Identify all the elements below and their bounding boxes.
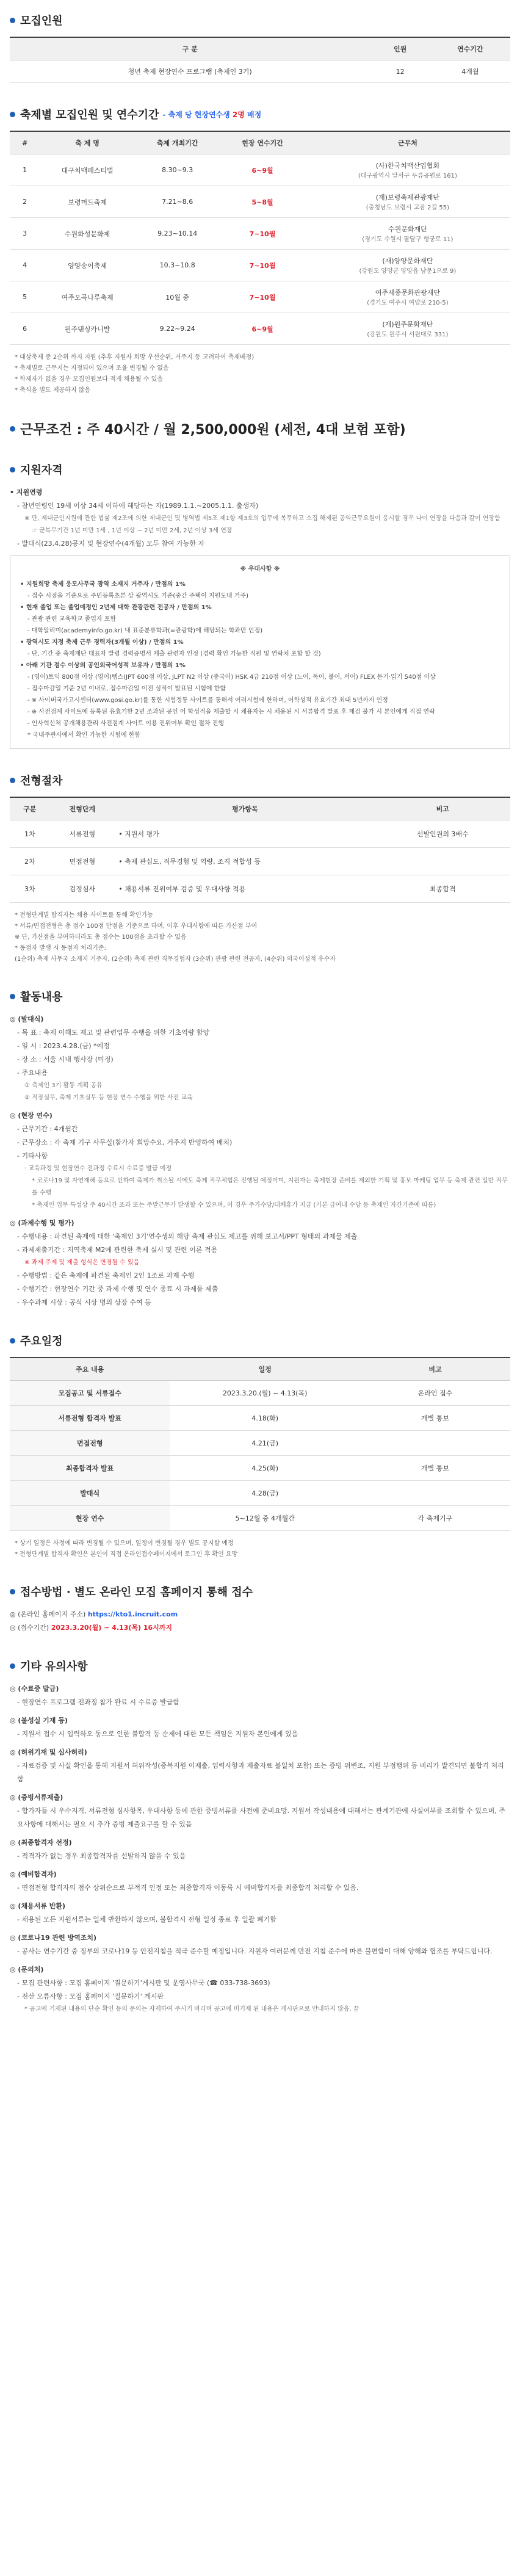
conditions-title bbox=[10, 419, 510, 438]
festival-org-address: (강원도 원주시 서원대로 331) bbox=[367, 331, 449, 338]
list-item: • 지원연령 bbox=[10, 488, 43, 496]
preference-item: - 인사혁신처 공개채용관리 사전점계 사이트 이용 진위여부 확인 절차 진행 bbox=[27, 720, 225, 727]
list-item: ◎ (최종합격자 선정) bbox=[10, 1839, 72, 1847]
activity-section bbox=[10, 988, 510, 1309]
bullet-icon bbox=[10, 426, 15, 432]
festival-section bbox=[10, 106, 510, 396]
list-item: ◎ (예비합격자) bbox=[10, 1870, 57, 1878]
table-row bbox=[10, 218, 510, 250]
note-item: * 서류/면접전형은 총 점수 100점 만점을 기준으로 하며, 이후 우대사항에 따른 가산점 부여 bbox=[15, 923, 258, 930]
list-item: - 자료검증 및 사실 확인을 통해 지원서 허위작성(중복지원 이제출, 입력사항과 제출자료 불일치 포함) 또는 증빙 위변조, 지원 부정행위 등 비리가 발견되면 불합격 처리함 bbox=[17, 1762, 504, 1783]
festival-no: 4 bbox=[10, 250, 40, 281]
festival-org-name: 수원문화재단 bbox=[388, 225, 427, 233]
list-item: - 우수과제 시상 : 공식 시상 명의 상장 수여 등 bbox=[17, 1298, 151, 1306]
bullet-icon bbox=[10, 18, 15, 23]
process-header-eval: 평가항목 bbox=[115, 797, 375, 820]
preference-item: - (영어)토익 800점 이상 (영어)텝스(JPT 600점 이상, JLPT N2 이상 (중국어) HSK 4급 210점 이상 (노어, 독어, 불어, 서어) FLEX 듣기·읽기 540점 이상 bbox=[27, 674, 436, 681]
list-item: - 주요내용 bbox=[17, 1069, 48, 1077]
festival-org bbox=[305, 250, 510, 281]
note-item: ※ 단, 가산점을 부여하더라도 총 점수는 100점을 초과할 수 없음 bbox=[15, 934, 187, 941]
festival-sub-highlight: 2명 bbox=[232, 110, 245, 119]
festival-no: 5 bbox=[10, 281, 40, 313]
table-row bbox=[10, 848, 510, 875]
qualification-title-text: 지원자격 bbox=[20, 464, 63, 477]
activity-title bbox=[10, 988, 510, 1004]
note-item: * 동점자 발생 시 동점자 처리기준: bbox=[15, 945, 106, 952]
schedule-item: 서류전형 합격자 발표 bbox=[10, 1406, 170, 1431]
schedule-note: 개별 통보 bbox=[360, 1406, 510, 1431]
list-item: * 공고에 기재된 내용의 단순 확인 등의 문의는 자제하여 주시기 바라며 공고에 미기재 된 내용은 게시판으로 안내하지 않음. 끝 bbox=[24, 2006, 359, 2013]
schedule-note bbox=[360, 1481, 510, 1506]
list-item: - 수행기간 : 현장연수 기간 중 과제 수행 및 연수 종료 시 과제물 제출 bbox=[17, 1285, 218, 1293]
festival-name: 원주댄싱카니발 bbox=[40, 313, 135, 345]
preference-list bbox=[20, 579, 500, 741]
table-row bbox=[10, 154, 510, 186]
apply-title-text: 접수방법 · 별도 온라인 모집 홈페이지 통해 접수 bbox=[20, 1586, 253, 1599]
process-title bbox=[10, 772, 510, 788]
schedule-section bbox=[10, 1333, 510, 1560]
bullet-icon bbox=[10, 1663, 15, 1669]
apply-section bbox=[10, 1583, 510, 1635]
recruit-title bbox=[10, 12, 510, 28]
festival-title-text: 축제별 모집인원 및 연수기간 bbox=[20, 109, 159, 121]
schedule-note: 온라인 접수 bbox=[360, 1381, 510, 1406]
festival-dates: 8.30~9.3 bbox=[135, 154, 220, 186]
schedule-header-item: 주요 내용 bbox=[10, 1358, 170, 1381]
bullet-icon bbox=[10, 112, 15, 117]
process-name: 서류전형 bbox=[50, 820, 115, 848]
festival-org-address: (경기도 수원시 팔달구 행궁로 11) bbox=[362, 236, 453, 243]
list-item: - 수행방법 : 같은 축제에 파견된 축제인 2인 1조로 과제 수행 bbox=[17, 1272, 195, 1279]
recruit-header-period: 연수기간 bbox=[430, 37, 510, 60]
process-note: 선발인원의 3배수 bbox=[375, 820, 510, 848]
festival-header-name: 축 제 명 bbox=[40, 131, 135, 154]
process-header-note: 비고 bbox=[375, 797, 510, 820]
schedule-note: 각 축제기구 bbox=[360, 1506, 510, 1531]
process-header-name: 전형단계 bbox=[50, 797, 115, 820]
festival-period: 5~8월 bbox=[220, 186, 305, 218]
preference-item: • 지원희망 축제 응모사무국 광역 소재지 거주자 / 만점의 1% bbox=[20, 581, 186, 588]
preference-item: • 현재 졸업 또는 졸업예정인 2년제 대학 관광관련 전공자 / 만점의 1% bbox=[20, 604, 212, 611]
bullet-icon bbox=[10, 1589, 15, 1594]
process-name: 면접전형 bbox=[50, 848, 115, 875]
festival-org bbox=[305, 154, 510, 186]
note-item: * 학제자가 없을 경우 모집인원보다 적게 채용될 수 있음 bbox=[15, 376, 163, 383]
list-item: ◎ (불성실 기재 등) bbox=[10, 1717, 68, 1724]
festival-org bbox=[305, 186, 510, 218]
recruit-period: 4개월 bbox=[430, 60, 510, 83]
apply-url-label: ◎ (온라인 홈페이지 주소) bbox=[10, 1610, 88, 1618]
conditions-section bbox=[10, 419, 510, 438]
table-row bbox=[10, 1481, 510, 1506]
note-item: * 축식을 별도 제공하지 않음 bbox=[15, 387, 90, 394]
etc-title-text: 기타 유의사항 bbox=[20, 1660, 88, 1673]
process-step: 3차 bbox=[10, 875, 50, 903]
activity-list bbox=[10, 1013, 510, 1309]
schedule-header-note: 비고 bbox=[360, 1358, 510, 1381]
etc-title bbox=[10, 1658, 510, 1674]
list-item: - 합가자들 시 우수지격, 서류전형 심사항목, 우대사항 등에 관한 증빙서류를 사전에 준비요망. 지원서 작성내용에 대해서는 관계기관에 사실여부를 조회할 수 있으며, 주요사항에 대해서는 필요 시 추가 증빙 제출요구를 할 수 있음 bbox=[17, 1807, 505, 1828]
list-item: - 현장연수 프로그램 전과정 참가 완료 시 수료증 발급함 bbox=[17, 1698, 179, 1706]
schedule-date: 4.21(금) bbox=[170, 1431, 360, 1456]
table-row bbox=[10, 1506, 510, 1531]
bullet-icon bbox=[10, 778, 15, 783]
list-item: ☞ 군복무기간 1년 미만 1세 , 1년 이상 ~ 2년 미만 2세, 2년 이상 3세 연장 bbox=[32, 527, 233, 534]
list-item: ① 축제인 3기 활동 계획 공유 bbox=[24, 1082, 103, 1089]
schedule-item: 발대식 bbox=[10, 1481, 170, 1506]
process-title-text: 전형절차 bbox=[20, 775, 63, 787]
festival-org-address: (충청남도 보령시 고잠 2길 55) bbox=[366, 204, 449, 211]
recruit-header-type: 구 분 bbox=[10, 37, 370, 60]
preference-title: ※ 우대사항 ※ bbox=[240, 566, 280, 573]
festival-name: 보령머드축제 bbox=[40, 186, 135, 218]
recruit-section bbox=[10, 12, 510, 83]
recruit-header-count: 인원 bbox=[370, 37, 430, 60]
list-item: - 지원서 접수 시 입력하오 동으로 인한 불합격 등 순제에 대한 모든 책임은 지원자 본인에게 있음 bbox=[17, 1730, 298, 1738]
list-item: ◎ (수료증 발급) bbox=[10, 1685, 59, 1693]
festival-org-name: 여주세종문화관광재단 bbox=[375, 289, 441, 297]
list-item: - 일 시 : 2023.4.28.(금) *예정 bbox=[17, 1042, 110, 1050]
list-item: - 전산 오류사항 : 모집 홈페이지 '질문하기' 게시판 bbox=[17, 1992, 164, 2000]
schedule-notes bbox=[10, 1538, 510, 1560]
festival-org-address: (경기도 여주시 여양로 210-5) bbox=[367, 300, 449, 306]
table-row bbox=[10, 60, 510, 83]
schedule-item: 최종합격자 발표 bbox=[10, 1456, 170, 1481]
apply-period-label: ◎ (접수기간) bbox=[10, 1624, 51, 1632]
schedule-date: 4.28(금) bbox=[170, 1481, 360, 1506]
schedule-title-text: 주요일정 bbox=[20, 1335, 63, 1348]
festival-name: 양양송이축제 bbox=[40, 250, 135, 281]
apply-url-link[interactable]: https://kto1.incruit.com bbox=[87, 1610, 178, 1618]
schedule-note bbox=[360, 1431, 510, 1456]
list-item: ◎ (채용서류 반환) bbox=[10, 1902, 66, 1910]
table-row bbox=[10, 1431, 510, 1456]
note-item: * 축제별로 근무지는 지정되어 있으며 조율 변경될 수 없음 bbox=[15, 365, 169, 372]
schedule-header-date: 일정 bbox=[170, 1358, 360, 1381]
recruit-count: 12 bbox=[370, 60, 430, 83]
process-table bbox=[10, 797, 510, 903]
list-item: - 발대식(23.4.28)공지 및 현장연수(4개월) 모두 참여 가능한 자 bbox=[17, 540, 205, 548]
conditions-text: 근무조건 : 주 40시간 / 월 2,500,000원 (세전, 4대 보험 포함) bbox=[20, 422, 406, 438]
festival-name: 여주오곡나루축제 bbox=[40, 281, 135, 313]
list-item: - 근무장소 : 각 축제 기구 사무실(참가자 희망수요, 거주지 반영하여 배치) bbox=[17, 1138, 233, 1146]
festival-name: 대구치맥페스티벌 bbox=[40, 154, 135, 186]
schedule-title bbox=[10, 1333, 510, 1348]
schedule-item: 현장 연수 bbox=[10, 1506, 170, 1531]
qualification-section bbox=[10, 461, 510, 749]
preference-item: • 아래 기관 점수 이상의 공인외국어성적 보유자 / 만점의 1% bbox=[20, 662, 186, 669]
list-item: ◎ (과제수행 및 평가) bbox=[10, 1219, 74, 1227]
list-item: - 기타사항 bbox=[17, 1152, 48, 1160]
note-item: * 전형단계별 합격자 확인은 본인이 직접 온라인접수페이지에서 로그인 후 확인 요망 bbox=[15, 1551, 238, 1558]
table-row bbox=[10, 1456, 510, 1481]
festival-sub-suffix: 배정 bbox=[244, 110, 262, 119]
process-note bbox=[375, 848, 510, 875]
festival-org bbox=[305, 218, 510, 250]
festival-dates: 7.21~8.6 bbox=[135, 186, 220, 218]
schedule-item: 모집공고 및 서류접수 bbox=[10, 1381, 170, 1406]
festival-org bbox=[305, 313, 510, 345]
list-item: - 적격자가 없는 경우 최종합격자를 선발하지 않을 수 있음 bbox=[17, 1852, 186, 1860]
apply-title bbox=[10, 1583, 510, 1599]
festival-header-org: 근무처 bbox=[305, 131, 510, 154]
list-item: - 채용된 모든 지원서류는 일체 반환하지 않으며, 불합격시 전형 일정 종료 후 일괄 폐기함 bbox=[17, 1916, 276, 1923]
festival-dates: 10월 중 bbox=[135, 281, 220, 313]
list-item: - 근무기간 : 4개월간 bbox=[17, 1125, 78, 1133]
list-item: ◎ (코로나19 관련 방역조치) bbox=[10, 1934, 97, 1942]
list-item: ◎ (현장 연수) bbox=[10, 1112, 52, 1120]
schedule-table bbox=[10, 1357, 510, 1531]
preference-item: - 관광 관련 교육학교 졸업자 포함 bbox=[27, 616, 117, 623]
apply-url-row bbox=[10, 1608, 510, 1621]
list-item: * 축제인 업무 특성상 주 40시간 조과 또는 주말근무가 발생할 수 있으며, 이 경우 주가수당/대체휴가 지급 (기본 급여내 수당 등 축제인 자간기준에 따름) bbox=[32, 1202, 436, 1209]
qualification-title bbox=[10, 461, 510, 477]
list-item: ◎ (증빙서류제출) bbox=[10, 1793, 63, 1801]
table-row bbox=[10, 1381, 510, 1406]
festival-subtitle bbox=[162, 109, 261, 120]
process-step: 2차 bbox=[10, 848, 50, 875]
table-row bbox=[10, 313, 510, 345]
etc-list bbox=[10, 1682, 510, 2016]
preference-item: • 광역시도 지정 축제 근무 경력자(3개월 이상) / 만점의 1% bbox=[20, 639, 184, 646]
schedule-date: 5~12월 중 4개월간 bbox=[170, 1506, 360, 1531]
festival-header-dates: 축제 개최기간 bbox=[135, 131, 220, 154]
activity-title-text: 활동내용 bbox=[20, 991, 63, 1004]
preference-box bbox=[10, 555, 510, 749]
festival-dates: 10.3~10.8 bbox=[135, 250, 220, 281]
qualification-list bbox=[10, 486, 510, 551]
festival-org-name: (재)보령축제관광재단 bbox=[375, 194, 439, 201]
table-row bbox=[10, 1406, 510, 1431]
process-step: 1차 bbox=[10, 820, 50, 848]
table-row bbox=[10, 250, 510, 281]
preference-item: - 접수마감일 기준 2년 이내로, 접수마감일 이전 성적이 발표된 시험에 한함 bbox=[27, 686, 226, 692]
festival-no: 1 bbox=[10, 154, 40, 186]
festival-title bbox=[10, 106, 510, 122]
apply-info bbox=[10, 1608, 510, 1635]
festival-period: 6~9월 bbox=[220, 154, 305, 186]
schedule-date: 2023.3.20.(월) ~ 4.13(목) bbox=[170, 1381, 360, 1406]
recruit-program-name: 청년 축제 현장연수 프로그램 (축제인 3기) bbox=[10, 60, 370, 83]
list-item: * 코로나19 및 자연재해 등으로 인하여 축제가 취소될 시에도 축제 직무체험은 진행될 예정이며, 지원자는 축제현장 준비를 제외한 기획 및 홍보 마케팅 업무 등 축제 관련 일반 직무를 수행 bbox=[32, 1178, 508, 1196]
festival-org-address: (강원도 양양군 양양읍 남문1으로 9) bbox=[359, 268, 457, 275]
festival-dates: 9.23~10.14 bbox=[135, 218, 220, 250]
process-header-step: 구분 bbox=[10, 797, 50, 820]
list-item: ※ 과제 주제 및 제출 형식은 변경될 수 있음 bbox=[24, 1259, 140, 1266]
table-row bbox=[10, 186, 510, 218]
table-row bbox=[10, 820, 510, 848]
table-row bbox=[10, 281, 510, 313]
festival-notes bbox=[10, 352, 510, 396]
list-item: - 목 표 : 축제 이해도 제고 및 관련업무 수행을 위한 기초역량 함양 bbox=[17, 1029, 210, 1037]
list-item: - 참년연령인 19세 이상 34세 이하에 해당하는 자(1989.1.1.~2005.1.1. 출생자) bbox=[17, 502, 259, 510]
list-item: ◎ (문의처) bbox=[10, 1966, 44, 1974]
festival-period: 7~10월 bbox=[220, 281, 305, 313]
festival-header-no: # bbox=[10, 131, 40, 154]
apply-period-row bbox=[10, 1621, 510, 1635]
festival-sub-prefix: - 축제 당 현장연수생 bbox=[162, 110, 233, 119]
apply-period-value: 2023.3.20(월) ~ 4.13(목) 16시까지 bbox=[51, 1624, 173, 1632]
preference-item: - 접수 시점을 기준으로 주민등록초본 상 광역시도 기준(중간 주택이 지원도내 거주) bbox=[27, 593, 248, 599]
festival-no: 2 bbox=[10, 186, 40, 218]
process-note: 최종합격 bbox=[375, 875, 510, 903]
note-item: * 대상축제 중 2순위 까지 지원 (추후 지원자 희망 우선순위, 거주지 등 고려하여 축제배정) bbox=[15, 354, 255, 361]
bullet-icon bbox=[10, 467, 15, 472]
process-eval: • 축제 관심도, 직무경험 및 역량, 조직 적합성 등 bbox=[115, 848, 375, 875]
festival-period: 7~10월 bbox=[220, 218, 305, 250]
process-notes bbox=[10, 910, 510, 965]
festival-org-address: (대구광역시 달서구 두류공원로 161) bbox=[358, 173, 457, 179]
festival-table bbox=[10, 131, 510, 345]
festival-org-name: (재)원주문화재단 bbox=[382, 320, 433, 328]
preference-item: - 단, 기간 중 축제재단 대표자 발령 경력증명서 제출 관련자 인정 (경력 확인 가능한 직원 및 연락처 포함 할 것) bbox=[27, 651, 321, 657]
list-item: ◎ (허위기재 및 심사허리) bbox=[10, 1748, 87, 1756]
bullet-icon bbox=[10, 1338, 15, 1344]
festival-no: 3 bbox=[10, 218, 40, 250]
process-eval: • 채용서류 진위여부 검증 및 우대사항 적용 bbox=[115, 875, 375, 903]
note-item: * 전형단계별 합격자는 채용 사이트를 통해 확인가능 bbox=[15, 912, 153, 919]
festival-header-period: 현장 연수기간 bbox=[220, 131, 305, 154]
festival-org-name: (사)한국치맥산업협회 bbox=[375, 162, 439, 170]
recruit-title-text: 모집인원 bbox=[20, 15, 63, 27]
note-item: * 상기 일정은 사정에 따라 변경될 수 있으며, 일정이 변경될 경우 별도 공지할 예정 bbox=[15, 1540, 234, 1547]
list-item: ※ 단, 제대군인지원에 관한 법률 제2조에 의한 제대군인 및 병역법 제5조 제1항 제3호의 업무에 복무하고 소집 해제된 공익근무요원이 응시할 경우 나이 연장을 다음과 같이 연장함 bbox=[24, 515, 500, 522]
schedule-date: 4.18(화) bbox=[170, 1406, 360, 1431]
etc-section bbox=[10, 1658, 510, 2016]
list-item: - 장 소 : 서울 시내 행사장 (미정) bbox=[17, 1055, 114, 1063]
bullet-icon bbox=[10, 994, 15, 999]
festival-period: 6~9월 bbox=[220, 313, 305, 345]
process-name: 검정심사 bbox=[50, 875, 115, 903]
recruit-table bbox=[10, 37, 510, 83]
festival-period: 7~10월 bbox=[220, 250, 305, 281]
festival-no: 6 bbox=[10, 313, 40, 345]
list-item: - 공사는 연수기간 중 정부의 코로나19 등 안전지침을 적극 준수할 예정입니다. 지원자 여러분께 만전 지침 준수에 따른 불편함이 대해 양해와 협조를 부탁드립니다. bbox=[17, 1947, 493, 1955]
festival-dates: 9.22~9.24 bbox=[135, 313, 220, 345]
process-eval: • 지원서 평가 bbox=[115, 820, 375, 848]
festival-org bbox=[305, 281, 510, 313]
festival-org-name: (재)양양문화재단 bbox=[382, 257, 433, 265]
preference-item: - ※ 사전점계 사이트에 등록된 유효기한 2년 조과된 공인 어 학성적을 제출할 시 채용자는 시 채용된 시 서류합격 발표 후 재검 불가 시 본인에게 직접 연락 bbox=[27, 709, 435, 715]
list-item: ◎ (발대식) bbox=[10, 1015, 44, 1023]
schedule-note: 개별 통보 bbox=[360, 1456, 510, 1481]
table-row bbox=[10, 875, 510, 903]
list-item: - 수행내용 : 파견된 축제에 대한 '축제인 3기'연수생의 해당 축제 관심도 제고를 위해 보고서/PPT 형태의 과제물 제출 bbox=[17, 1232, 358, 1240]
process-section bbox=[10, 772, 510, 965]
preference-item: * 국내주관사에서 확인 가능한 시험에 한함 bbox=[27, 732, 141, 739]
preference-item: - 대학알리미(academyinfo.go.kr) 내 표준분류학과(=관광학)에 해당되는 학과만 인정) bbox=[27, 628, 263, 634]
festival-name: 수원화성문화제 bbox=[40, 218, 135, 250]
schedule-date: 4.25(화) bbox=[170, 1456, 360, 1481]
note-item: (1순위) 축제 사무국 소재지 거주자, (2순위) 축제 관련 직무경험자 (3순위) 관광 관련 전공자, (4순위) 외국어성적 우수자 bbox=[15, 956, 336, 963]
list-item: ② 직장실무, 축제 기초실무 등 현장 연수 수행을 위한 사전 교육 bbox=[24, 1094, 193, 1101]
list-item: · 교육과정 및 현장연수 전과정 수료시 수료증 발급 예정 bbox=[24, 1165, 172, 1172]
list-item: - 과제제출기간 : 지역축제 M2에 관련한 축제 실시 및 관련 이론 적용 bbox=[17, 1246, 218, 1254]
schedule-item: 면접전형 bbox=[10, 1431, 170, 1456]
list-item: - 면접전형 합격자의 점수 상위순으로 부적격 인정 또는 최종합격자 이동륙 시 예비합격자를 최종합격 처리할 수 있음. bbox=[17, 1884, 359, 1892]
list-item: - 모집 관련사항 : 모집 홈페이지 '질문하기'게시판 및 운영사무국 (☎ 033-738-3693) bbox=[17, 1979, 270, 1987]
preference-item: - ※ 사이버국가고시센터(www.gosi.go.kr)를 통한 시험정통 사이트를 통해서 여러시험에 한하며, 어학성적 유효기간 최대 5년까지 인정 bbox=[27, 697, 388, 704]
